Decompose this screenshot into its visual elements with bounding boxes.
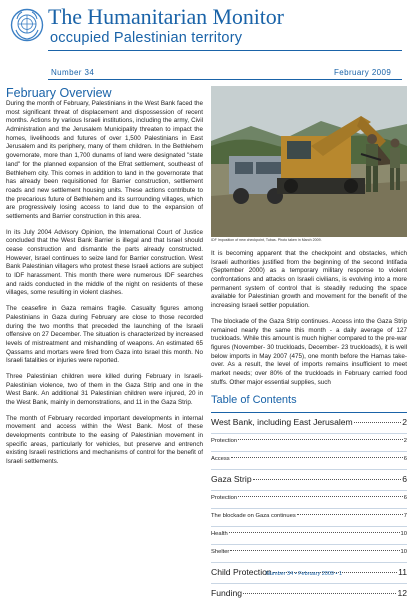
toc-rule bbox=[211, 412, 407, 413]
toc-divider bbox=[211, 583, 407, 584]
toc-entry-label: Protection bbox=[211, 495, 238, 502]
header-rule-top bbox=[48, 50, 402, 51]
toc-entry-page: 6 bbox=[403, 456, 407, 463]
toc-divider bbox=[211, 469, 407, 470]
publication-subtitle: occupied Palestinian territory bbox=[50, 30, 243, 46]
overview-paragraph: During the month of February, Palestinians in the West Bank faced the most significant threat of displacement and dispossession of recent months. Actions by various Israeli institutions, including the army, Civil Administration and the Jerusalem Municipality threaten to impact the homes, livelihoods and futures of over 1,500 Palestinians in East Jerusalem and its periphery, many of them children. In the Bethlehem governorate, more than 1,700 dunams of land were designated "state land" for the planned expansion of the Efrat settlement, southeast of Bethlehem city. This comes in addition to land in the governorate that has already been requisitioned for Barrier construction, settlement roads and new settlement housing units. These actions contribute to the precarious future of Bethlehem and its surrounding villages, which are progressively losing access to land due to the expansion of settlements and Barrier construction in this area. bbox=[6, 100, 203, 220]
body-paragraph: The blockade of the Gaza Strip continues. Access into the Gaza Strip remained nearly the same this month - a daily average of 127 truckloads. While this amount is much higher compared to the pre-war figures (November- 30 truckloads, December- 23 truckloads), it is well below imports in May 2007 (475), one month before the Hamas take-over. As a result, the level of imports remains insufficient to meet market needs; over 80% of the truckloads in February carried food stuffs. Other major essential supplies, such bbox=[211, 317, 407, 386]
toc-entry-page: 11 bbox=[398, 567, 407, 578]
toc-entry-label: Shelter bbox=[211, 549, 230, 556]
toc-entry-page: 10 bbox=[400, 531, 407, 538]
toc-entry-page: 6 bbox=[403, 495, 407, 502]
page-footer: Number 34 • February 2009 • 1 bbox=[266, 571, 343, 577]
toc-entry[interactable] bbox=[211, 438, 407, 444]
toc-leader-dots bbox=[229, 532, 400, 533]
overview-column bbox=[6, 100, 203, 474]
overview-paragraph: The month of February recorded important developments in internal movement and access within the West Bank. Most of these developments contribute to the easing of Palestinian movement in specific areas, particularly for vehicles, but preserve and entrench existing Israeli restrictions and mechanisms of control for the benefit of Israeli settlements. bbox=[6, 414, 203, 466]
toc-entry[interactable] bbox=[211, 531, 407, 537]
toc-entry[interactable] bbox=[211, 513, 407, 519]
toc-divider bbox=[211, 451, 407, 452]
toc-entry-label: Access bbox=[211, 456, 230, 463]
toc-entry-page: 12 bbox=[397, 588, 407, 599]
toc-entry[interactable] bbox=[211, 417, 407, 427]
issue-date: February 2009 bbox=[334, 68, 392, 77]
toc-leader-dots bbox=[297, 514, 403, 515]
toc-entry[interactable] bbox=[211, 474, 407, 484]
issue-number: Number 34 bbox=[51, 68, 95, 77]
toc-entry-label: West Bank, including East Jerusalem bbox=[211, 417, 353, 428]
overview-paragraph: Three Palestinian children were killed during February in Israeli-Palestinian violence, two of them in the Gaza Strip and one in the West Bank. An additional 31 Palestinian children were injured, 20 in the West Bank, mainly in demonstrations, and 11 in the Gaza Strip. bbox=[6, 372, 203, 406]
toc-divider bbox=[211, 508, 407, 509]
overview-paragraph: The ceasefire in Gaza remains fragile. Casualty figures among Palestinians in Gaza during February are close to those recorded during the two months that preceded the launching of the Israeli offensive on 27 December. The situation is characterized by increased levels of mistreatment and mishandling of weapons. An estimated 65 Qassams and mortars were fired from Gaza into Israel this month. No Israeli fatalities or injuries were reported. bbox=[6, 305, 203, 365]
right-column bbox=[211, 250, 407, 604]
toc-entry[interactable] bbox=[211, 456, 407, 462]
checkpoint-photo bbox=[211, 86, 407, 237]
toc-leader-dots bbox=[243, 593, 396, 594]
toc-leader-dots bbox=[231, 457, 403, 458]
overview-paragraph: In its July 2004 Advisory Opinion, the International Court of Justice concluded that the West Bank Barrier is illegal and that Israel should cease construction and dismantle the parts already constructed. However, Israel continues to seize land for Barrier construction. West Bank Palestinian villagers who protest these Israeli actions are subject to IDF harassment. This month there were numerous IDF searches and raids conducted in the middle of the night on residents of these villages, some resulting in violent clashes. bbox=[6, 228, 203, 297]
body-paragraph: It is becoming apparent that the checkpoint and obstacles, which Israeli authorities justified from the beginning of the second Intifada (September 2000) as a temporary military response to violent confrontations and attacks on Israeli civilians, is evolving into a more permanent system of control that is steadily reducing the space available for Palestinian growth and movement for the benefit of the increasing Israeli settler population. bbox=[211, 250, 407, 310]
toc-divider bbox=[211, 433, 407, 434]
toc-entry-page: 6 bbox=[402, 474, 407, 485]
toc-entry-label: Child Protection bbox=[211, 567, 272, 578]
toc-entry[interactable] bbox=[211, 549, 407, 555]
toc-divider bbox=[211, 544, 407, 545]
toc-entry-page: 7 bbox=[403, 513, 407, 520]
toc-entry-page: 10 bbox=[400, 549, 407, 556]
overview-heading: February Overview bbox=[6, 86, 112, 100]
toc-entry-label: Health bbox=[211, 531, 228, 538]
toc-divider bbox=[211, 562, 407, 563]
toc-entry-label: The blockade on Gaza continues bbox=[211, 513, 296, 520]
publication-title: The Humanitarian Monitor bbox=[48, 4, 284, 29]
header-rule-bottom bbox=[48, 79, 402, 80]
toc-entry-page: 2 bbox=[403, 438, 407, 445]
toc-leader-dots bbox=[354, 422, 402, 423]
toc-divider bbox=[211, 490, 407, 491]
toc-leader-dots bbox=[238, 496, 403, 497]
toc-entry[interactable] bbox=[211, 495, 407, 501]
toc-divider bbox=[211, 526, 407, 527]
toc-entry[interactable] bbox=[211, 588, 407, 598]
toc-entry-label: Protection bbox=[211, 438, 238, 445]
un-emblem-icon bbox=[10, 8, 44, 42]
toc-leader-dots bbox=[253, 479, 402, 480]
toc-entry-label: Gaza Strip bbox=[211, 474, 252, 485]
toc-title: Table of Contents bbox=[211, 394, 297, 407]
toc-entry-label: Funding bbox=[211, 588, 243, 599]
toc-entry-page: 2 bbox=[402, 417, 407, 428]
toc-leader-dots bbox=[230, 550, 399, 551]
toc-leader-dots bbox=[238, 439, 403, 440]
photo-caption: IDF Imposition of new checkpoint, Tubas. Photo taken in March 2009. bbox=[211, 238, 322, 242]
